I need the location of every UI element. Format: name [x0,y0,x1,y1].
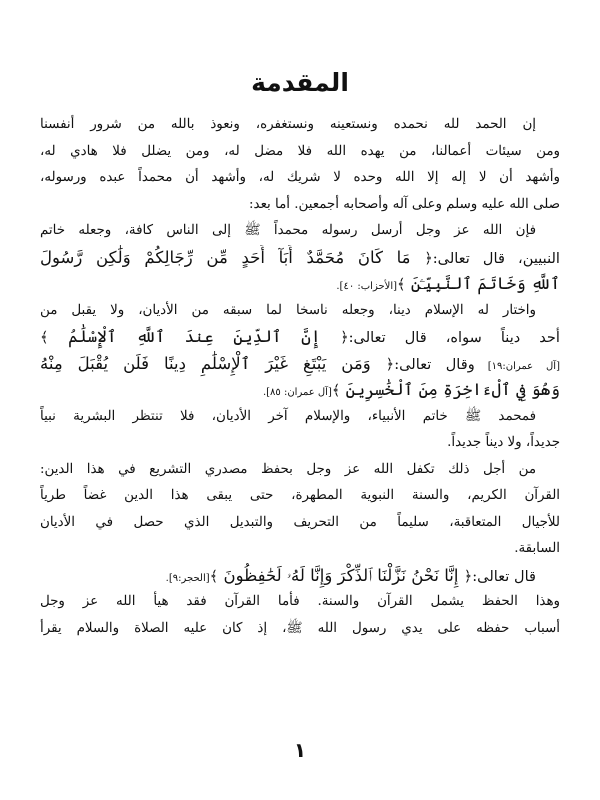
text-line: إن الحمد لله نحمده ونستعينه ونستغفره، ونعوذ بالله من شرور أنفسنا [40,117,536,132]
quran-verse: مَا كَانَ مُحَمَّدٌ أَبَآ أَحَدٍ مِّن رِّجَالِكُمْ وَلَٰكِن رَّسُولَ [40,247,425,267]
verse-reference: [آل عمران: ٨٥]. [262,387,332,398]
text-line: واختار له الإسلام دينا، وجعله ناسخا لما سبقه من الأديان، ولا يقبل من [40,302,536,318]
verse-bracket: ﴾ [397,276,406,293]
text-line [40,245,560,272]
verse-bracket: ﴾ [209,567,219,585]
body-text [40,112,560,642]
verse-reference: [الأحزاب: ٤٠]. [336,281,398,292]
verse-bracket: ﴾ [331,382,341,399]
text-line: جديداً، ولا ديناً جديداً. [447,435,560,450]
quran-verse: إِنَّا نَحْنُ نَزَّلْنَا ٱلذِّكْرَ وَإِنَّا لَهُۥ لَحَٰفِظُونَ [218,565,464,585]
text-line: صلى الله عليه وسلم وعلى آله وأصحابه أجمعين. أما بعد: [249,196,560,212]
text-line: من أجل ذلك تكفل الله عز وجل بحفظ مصدري التشريع في هذا الدين: [40,461,536,477]
quran-verse: ٱللَّهِ وَخَاتَمَ ٱلنَّبِيِّـۧنَ [405,274,560,293]
line-lead-text: وقال تعالى:﴿ [385,355,475,373]
text-line: للأجيال المتعاقبة، سليماً من التحريف والتبديل الذي حصل في الأديان [40,514,560,530]
text-line: أسباب حفظه على يدي رسول الله ﷺ، إذ كان عليه الصلاة والسلام يقرأ [40,620,560,636]
verse-reference: [آل عمران:١٩] [474,360,560,372]
verse-bracket: ﴾ [40,329,49,346]
text-line [40,563,560,590]
quran-verse: وَمَن يَبْتَغِ غَيْرَ ٱلْإِسْلَٰمِ دِينًا فَلَن يُقْبَلَ مِنْهُ [40,353,386,373]
text-line [40,377,560,404]
text-line [40,271,560,298]
text-line: فإن الله عز وجل أرسل رسوله محمداً ﷺ إلى الناس كافة، وجعله خاتم [40,223,536,238]
text-line: وأشهد أن لا إله إلا الله وحده لا شريك له، وأشهد أن محمداً عبده ورسوله، [40,170,560,185]
page-title: المقدمة [251,68,349,97]
text-line: وهذا الحفظ يشمل القرآن والسنة. فأما القرآن فقد هيأ الله عز وجل [40,594,560,609]
text-line [40,324,560,351]
text-line: ومن سيئات أعمالنا، من يهده الله فلا مضل له، ومن يضلل فلا هادي له، [40,143,560,159]
text-line [40,351,560,378]
text-line: السابقة. [514,541,560,556]
text-line: فمحمد ﷺ خاتم الأنبياء، والإسلام آخر الأديان، فلا تنتظر البشرية نبياً [40,408,536,424]
text-line: القرآن الكريم، والسنة النبوية المطهرة، حتى يبقى هذا الدين غضاً طرياً [40,488,560,503]
line-lead-text: أحد ديناً سواه، قال تعالى:﴿ [340,329,560,346]
quran-verse: إِنَّ ٱلدِّينَ عِندَ ٱللَّهِ ٱلْإِسْلَٰمُ [48,327,341,346]
quran-verse: وَهُوَ فِي ٱلْءَاخِرَةِ مِنَ ٱلْخَٰسِرِينَ [340,380,560,399]
line-lead-text: النبيين، قال تعالى:﴿ [424,249,560,267]
line-lead-text: قال تعالى:﴿ [463,567,536,585]
verse-reference: [الحجر:٩]. [165,572,210,584]
page-number: ١ [293,738,307,762]
